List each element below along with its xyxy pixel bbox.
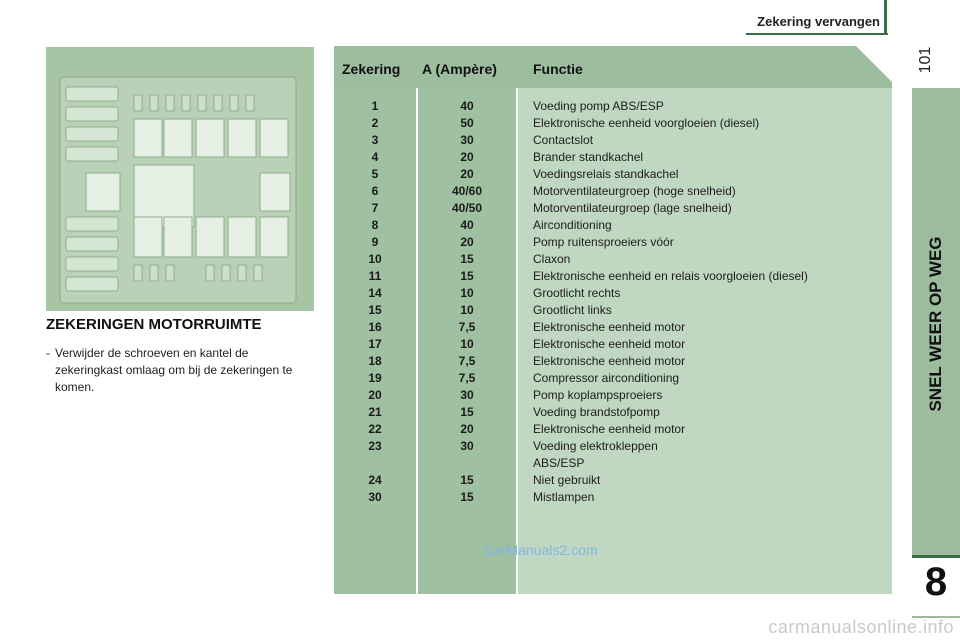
table-row <box>334 387 892 404</box>
cell-function: Mistlampen <box>533 490 595 504</box>
cell-ampere: 40 <box>460 218 474 232</box>
cell-fuse-number: 8 <box>371 218 379 232</box>
cell-function: ABS/ESP <box>533 456 585 470</box>
cell-fuse-number: 30 <box>368 490 382 504</box>
cell-ampere: 10 <box>460 303 474 317</box>
table-row <box>334 183 892 200</box>
cell-function: Grootlicht links <box>533 303 612 317</box>
cell-fuse-number: 16 <box>368 320 382 334</box>
table-row <box>334 251 892 268</box>
cell-ampere: 7,5 <box>458 371 476 385</box>
cell-fuse-number: 1 <box>371 99 379 113</box>
table-row <box>334 319 892 336</box>
cell-ampere: 15 <box>460 490 474 504</box>
table-row <box>334 421 892 438</box>
table-row <box>334 268 892 285</box>
cell-fuse-number: 17 <box>368 337 382 351</box>
cell-function: Elektronische eenheid motor <box>533 320 686 334</box>
table-row <box>334 149 892 166</box>
table-row <box>334 336 892 353</box>
side-tab-separator <box>912 555 960 558</box>
cell-ampere: 30 <box>460 439 474 453</box>
cell-function: Pomp koplampsproeiers <box>533 388 663 402</box>
cell-fuse-number: 15 <box>368 303 382 317</box>
chapter-number: 8 <box>924 560 948 604</box>
cell-function: Brander standkachel <box>533 150 644 164</box>
footer-watermark: carmanualsonline.info <box>768 617 954 637</box>
cell-ampere: 30 <box>460 388 474 402</box>
table-header-background <box>334 46 892 88</box>
instruction-dash: - <box>46 346 50 360</box>
cell-ampere: 15 <box>460 473 474 487</box>
table-row <box>334 472 892 489</box>
cell-ampere: 15 <box>460 405 474 419</box>
cell-function: Voedingsrelais standkachel <box>533 167 679 181</box>
cell-fuse-number: 14 <box>368 286 382 300</box>
header-title: Zekering vervangen <box>757 14 880 29</box>
cell-ampere: 7,5 <box>458 354 476 368</box>
cell-ampere: 15 <box>460 252 474 266</box>
table-row <box>334 438 892 455</box>
cell-function: Elektronische eenheid motor <box>533 422 686 436</box>
cell-ampere: 50 <box>460 116 474 130</box>
cell-function: Airconditioning <box>533 218 612 232</box>
table-row <box>334 455 892 472</box>
cell-function: Contactslot <box>533 133 594 147</box>
cell-function: Voeding pomp ABS/ESP <box>533 99 664 113</box>
cell-ampere: 20 <box>460 422 474 436</box>
center-watermark: CarManuals2.com <box>484 542 598 558</box>
table-row <box>334 132 892 149</box>
fusebox-diagram <box>46 47 314 311</box>
cell-ampere: 30 <box>460 133 474 147</box>
header-tick <box>884 0 887 34</box>
instruction-text <box>46 345 316 396</box>
header-rule <box>746 33 888 35</box>
section-heading: ZEKERINGEN MOTORRUIMTE <box>46 316 262 333</box>
cell-fuse-number: 3 <box>371 133 379 147</box>
side-tab-label: SNEL WEER OP WEG <box>926 236 945 412</box>
table-row <box>334 353 892 370</box>
cell-function: Voeding brandstofpomp <box>533 405 660 419</box>
table-row <box>334 489 892 506</box>
cell-ampere: 40/50 <box>451 201 483 215</box>
header-function: Functie <box>533 61 583 77</box>
table-rows <box>334 98 892 506</box>
cell-fuse-number: 5 <box>371 167 379 181</box>
table-row <box>334 217 892 234</box>
cell-fuse-number: 6 <box>371 184 379 198</box>
page-number: 101 <box>917 46 934 74</box>
table-row <box>334 285 892 302</box>
table-row <box>334 234 892 251</box>
table-row <box>334 404 892 421</box>
cell-function: Motorventilateurgroep (hoge snelheid) <box>533 184 736 198</box>
table-row <box>334 200 892 217</box>
cell-fuse-number: 10 <box>368 252 382 266</box>
cell-fuse-number: 21 <box>368 405 382 419</box>
cell-fuse-number: 4 <box>371 150 379 164</box>
cell-ampere: 40/60 <box>451 184 483 198</box>
cell-fuse-number: 11 <box>368 269 382 283</box>
cell-fuse-number: 9 <box>371 235 379 249</box>
cell-fuse-number: 19 <box>368 371 382 385</box>
cell-fuse-number: 23 <box>368 439 382 453</box>
cell-ampere: 7,5 <box>458 320 476 334</box>
table-row <box>334 98 892 115</box>
cell-fuse-number: 18 <box>368 354 382 368</box>
cell-function: Pomp ruitensproeiers vóór <box>533 235 674 249</box>
cell-ampere: 20 <box>460 235 474 249</box>
cell-function: Elektronische eenheid motor <box>533 337 686 351</box>
cell-function: Elektronische eenheid voorgloeien (diesel) <box>533 116 760 130</box>
instruction-body: Verwijder de schroeven en kantel de zekeringkast omlaag om bij de zekeringen te komen. <box>55 346 293 394</box>
cell-ampere: 10 <box>460 337 474 351</box>
cell-function: Elektronische eenheid motor <box>533 354 686 368</box>
cell-fuse-number: 24 <box>368 473 382 487</box>
cell-ampere: 20 <box>460 150 474 164</box>
cell-fuse-number: 2 <box>371 116 379 130</box>
cell-ampere: 15 <box>460 269 474 283</box>
cell-function: Niet gebruikt <box>533 473 601 487</box>
cell-fuse-number: 20 <box>368 388 382 402</box>
cell-function: Compressor airconditioning <box>533 371 680 385</box>
fuse-table <box>334 46 892 594</box>
table-row <box>334 166 892 183</box>
cell-function: Claxon <box>533 252 571 266</box>
cell-function: Voeding elektrokleppen <box>533 439 658 453</box>
cell-function: Elektronische eenheid en relais voorgloeien (diesel) <box>533 269 808 283</box>
cell-ampere: 20 <box>460 167 474 181</box>
header-amp: A (Ampère) <box>422 61 497 77</box>
table-row <box>334 370 892 387</box>
cell-fuse-number: 7 <box>371 201 379 215</box>
cell-function: Grootlicht rechts <box>533 286 621 300</box>
cell-fuse-number: 22 <box>368 422 382 436</box>
cell-ampere: 10 <box>460 286 474 300</box>
cell-ampere: 40 <box>460 99 474 113</box>
table-row <box>334 302 892 319</box>
header-fuse: Zekering <box>342 61 401 77</box>
table-row <box>334 115 892 132</box>
cell-function: Motorventilateurgroep (lage snelheid) <box>533 201 732 215</box>
